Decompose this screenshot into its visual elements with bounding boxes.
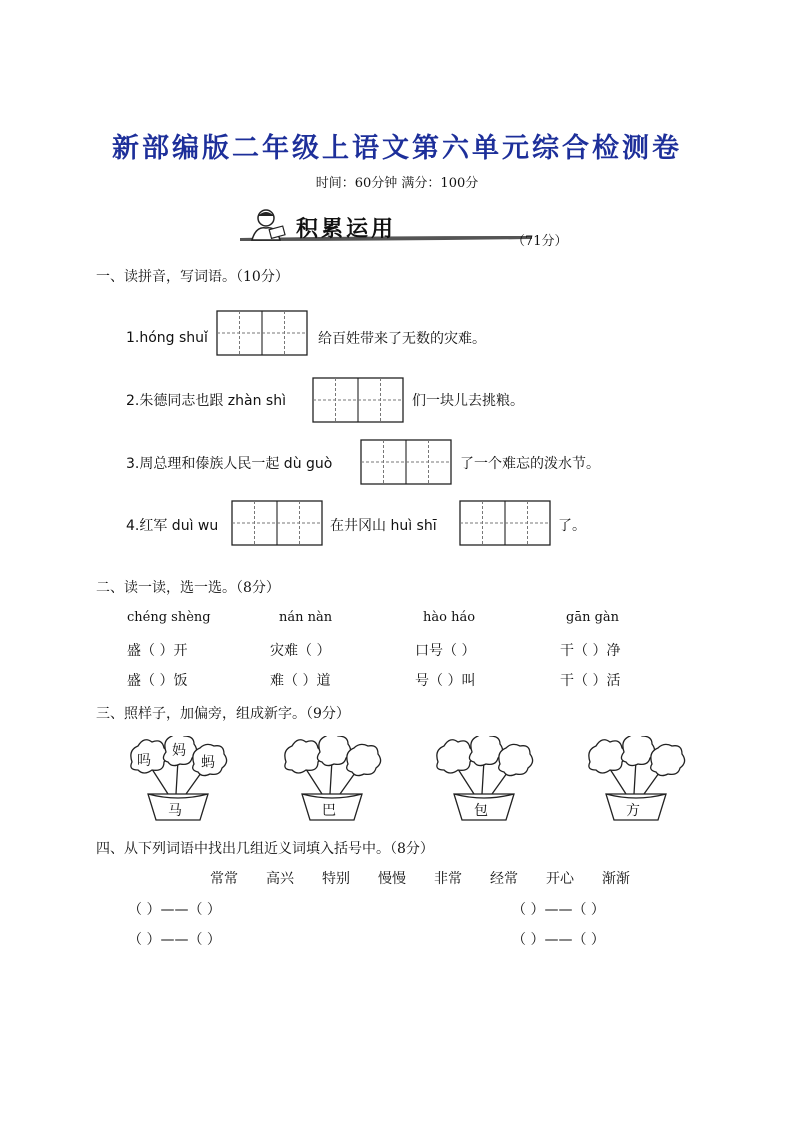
q4-answer-blank-1[interactable]: （ ）——（ ） (128, 902, 221, 918)
pot-char: 包 (474, 803, 488, 819)
q2-pinyin-4: gān gàn (566, 610, 620, 625)
q1-heading: 一、读拼音，写词语。（10分） (96, 269, 289, 285)
q4-answer-blank-3[interactable]: （ ）——（ ） (128, 932, 221, 948)
exam-time-score: 时间：60分钟 满分：100分 (315, 176, 479, 191)
q2-pinyin-2: nán nàn (279, 610, 333, 625)
page-title: 新部编版二年级上语文第六单元综合检测卷 (112, 133, 682, 164)
q1-item3-sentence: 了一个难忘的泼水节。 (460, 456, 600, 472)
q2-row1-item2[interactable]: 灾难（ ） (270, 643, 331, 659)
q2-row2-item3[interactable]: 号（ ）叫 (415, 673, 476, 689)
q4-word-2: 高兴 (266, 871, 294, 887)
flower-char-1: 吗 (137, 753, 151, 769)
q1-item1-writing-grid[interactable] (216, 310, 310, 356)
pot-char: 巴 (322, 803, 336, 819)
q3-heading: 三、照样子，加偏旁，组成新字。（9分） (96, 706, 350, 722)
q1-item4-middle: 在井冈山 huì shī (330, 518, 437, 534)
q1-item4-sentence-end: 了。 (558, 518, 586, 534)
q4-word-5: 非常 (434, 871, 462, 887)
q4-answer-blank-4[interactable]: （ ）——（ ） (512, 932, 605, 948)
flowerpot-4[interactable] (586, 736, 686, 824)
q1-item4-writing-grid-a[interactable] (231, 500, 325, 546)
q2-heading: 二、读一读，选一选。（8分） (96, 580, 280, 596)
section-title: 积累运用 (296, 217, 397, 242)
q4-word-3: 特别 (322, 871, 350, 887)
q4-word-1: 常常 (210, 871, 238, 887)
student-reading-icon (252, 210, 285, 240)
q4-word-6: 经常 (490, 871, 518, 887)
pot-char: 方 (626, 803, 640, 819)
q1-item3-prompt: 3.周总理和傣族人民一起 dù guò (126, 456, 333, 472)
q1-item1-sentence: 给百姓带来了无数的灾难。 (318, 331, 486, 347)
q2-row1-item1[interactable]: 盛（ ）开 (127, 643, 188, 659)
q1-item3-writing-grid[interactable] (360, 439, 454, 485)
q1-item1-prompt: 1.hóng shuǐ (126, 330, 208, 346)
flowerpot-example (128, 736, 228, 824)
q4-word-7: 开心 (546, 871, 574, 887)
q4-answer-blank-2[interactable]: （ ）——（ ） (512, 902, 605, 918)
q2-pinyin-3: hào háo (423, 610, 476, 625)
q4-word-8: 渐渐 (602, 871, 630, 887)
pot-char: 马 (168, 803, 182, 819)
section-score: （71分） (512, 234, 568, 249)
flower-char-3: 蚂 (201, 755, 215, 771)
q2-row1-item3[interactable]: 口号（ ） (415, 643, 476, 659)
q4-word-4: 慢慢 (378, 871, 406, 887)
q4-heading: 四、从下列词语中找出几组近义词填入括号中。（8分） (96, 841, 434, 857)
q1-item4-prompt: 4.红军 duì wu (126, 518, 219, 534)
q1-item2-sentence: 们一块儿去挑粮。 (412, 393, 524, 409)
q2-row2-item1[interactable]: 盛（ ）饭 (127, 673, 188, 689)
q1-item2-writing-grid[interactable] (312, 377, 406, 423)
q2-row1-item4[interactable]: 干（ ）净 (560, 643, 621, 659)
flower-char-2: 妈 (172, 743, 186, 759)
flowerpot-3[interactable] (434, 736, 534, 824)
q1-item2-prompt: 2.朱德同志也跟 zhàn shì (126, 393, 286, 409)
q2-row2-item2[interactable]: 难（ ）道 (270, 673, 331, 689)
q2-row2-item4[interactable]: 干（ ）活 (560, 673, 621, 689)
q2-pinyin-1: chéng shèng (127, 610, 211, 625)
q1-item4-writing-grid-b[interactable] (459, 500, 553, 546)
flowerpot-2[interactable] (282, 736, 382, 824)
